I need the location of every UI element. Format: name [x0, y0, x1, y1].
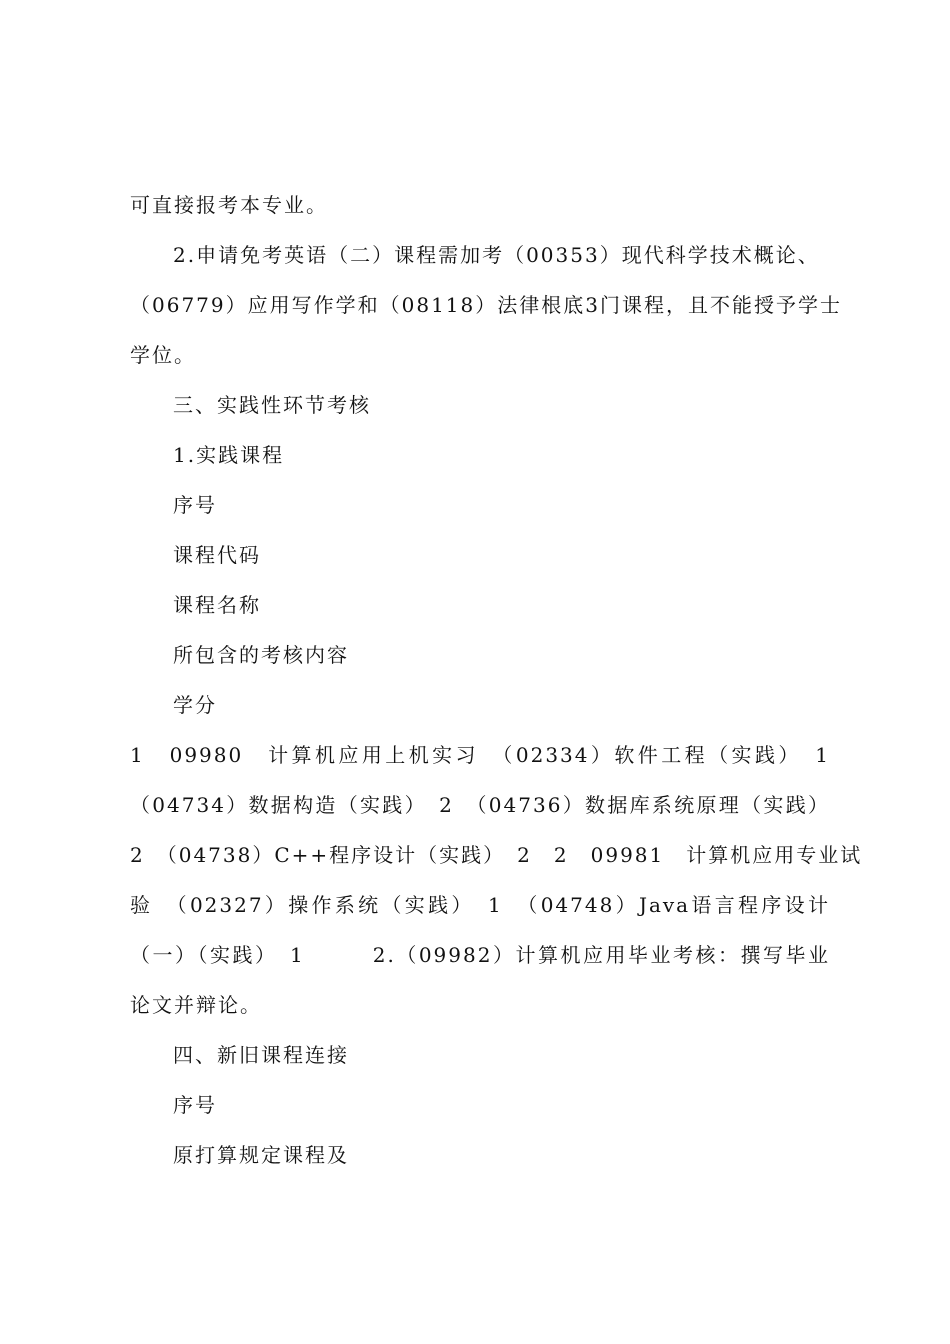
table-content-line: 2 （04738）C++程序设计（实践） 2 2 09981 计算机应用专业试: [130, 843, 863, 867]
subsection-heading: 1.实践课程: [173, 443, 285, 467]
table-content-line: 1 09980 计算机应用上机实习 （02334）软件工程（实践） 1: [130, 743, 830, 767]
table-content-line: （04734）数据构造（实践） 2 （04736）数据库系统原理（实践）: [130, 793, 830, 817]
paragraph-line: （06779）应用写作学和（08118）法律根底3门课程，且不能授予学士: [130, 293, 842, 317]
table-content-line: 验 （02327）操作系统（实践） 1 （04748）Java语言程序设计: [130, 893, 830, 917]
paragraph-line: 可直接报考本专业。: [130, 193, 328, 217]
table-header-cell: 序号: [173, 1093, 217, 1117]
table-header-cell: 原打算规定课程及: [173, 1143, 349, 1167]
paragraph-line: 2.申请免考英语（二）课程需加考（00353）现代科学技术概论、: [173, 243, 820, 267]
table-header-cell: 课程名称: [173, 593, 261, 617]
table-content-line: （一）（实践） 1 2.（09982）计算机应用毕业考核：撰写毕业: [130, 943, 830, 967]
table-header-cell: 课程代码: [173, 543, 261, 567]
table-header-cell: 所包含的考核内容: [173, 643, 349, 667]
section-heading: 三、实践性环节考核: [173, 393, 371, 417]
table-header-cell: 序号: [173, 493, 217, 517]
table-header-cell: 学分: [173, 693, 217, 717]
paragraph-line: 学位。: [130, 343, 196, 367]
section-heading: 四、新旧课程连接: [173, 1043, 349, 1067]
table-content-line: 论文并辩论。: [130, 993, 262, 1017]
